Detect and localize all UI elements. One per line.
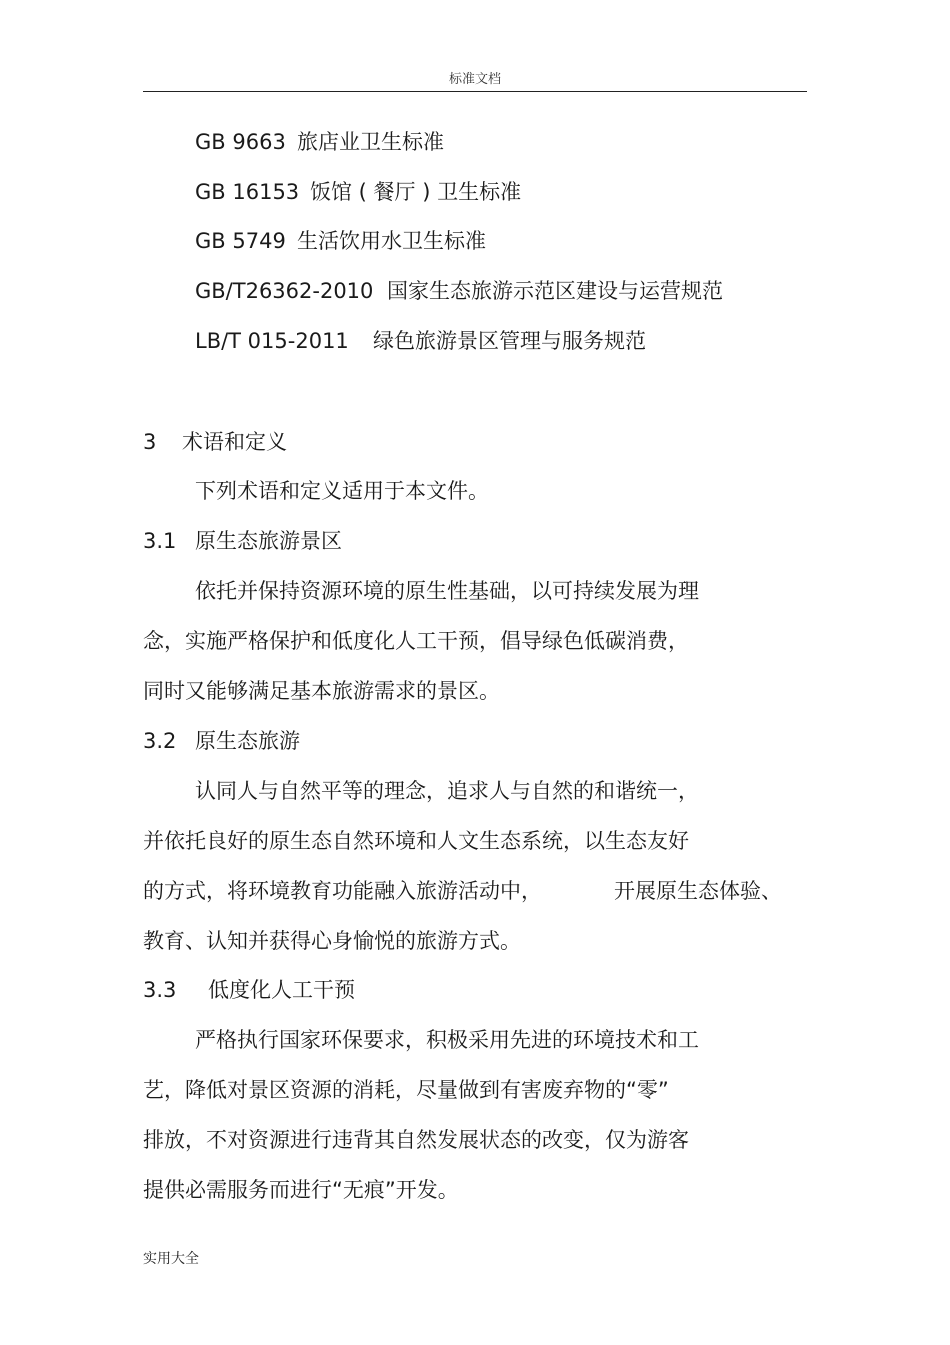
term-definition-line: 提供必需服务而进行“无痕”开发。 bbox=[143, 1178, 459, 1202]
term-definition-line: 并依托良好的原生态自然环境和人文生态系统，以生态友好 bbox=[143, 829, 689, 853]
term-title: 低度化人工干预 bbox=[208, 978, 355, 1002]
standard-code: LB/T 015-2011 bbox=[195, 329, 349, 353]
page-footer: 实用大全 bbox=[143, 1251, 199, 1267]
term-title: 原生态旅游 bbox=[195, 729, 300, 753]
term-number: 3.1 bbox=[143, 529, 177, 553]
standard-code: GB/T26362-2010 bbox=[195, 279, 374, 303]
standard-title: 绿色旅游景区管理与服务规范 bbox=[373, 329, 646, 353]
term-definition-line: 教育、认知并获得心身愉悦的旅游方式。 bbox=[143, 929, 521, 953]
term-number: 3.3 bbox=[143, 978, 177, 1002]
standard-code: GB 5749 bbox=[195, 229, 286, 253]
term-number: 3.2 bbox=[143, 729, 177, 753]
term-definition-line: 同时又能够满足基本旅游需求的景区。 bbox=[143, 679, 500, 703]
term-definition-line: 念，实施严格保护和低度化人工干预，倡导绿色低碳消费， bbox=[143, 629, 689, 653]
section-title: 术语和定义 bbox=[182, 430, 287, 454]
standard-code: GB 9663 bbox=[195, 130, 286, 154]
term-definition-line: 严格执行国家环保要求，积极采用先进的环境技术和工 bbox=[195, 1028, 699, 1052]
term-definition-line: 的方式，将环境教育功能融入旅游活动中， bbox=[143, 879, 542, 903]
standard-title: 饭馆 ( 餐厅 ) 卫生标准 bbox=[310, 180, 522, 204]
standard-title: 生活饮用水卫生标准 bbox=[297, 229, 486, 253]
term-definition-line: 依托并保持资源环境的原生性基础，以可持续发展为理 bbox=[195, 579, 699, 603]
header-divider bbox=[143, 91, 807, 92]
page-header: 标准文档 bbox=[448, 72, 501, 87]
term-definition-line: 艺，降低对景区资源的消耗，尽量做到有害废弃物的“零” bbox=[143, 1078, 669, 1102]
standard-title: 旅店业卫生标准 bbox=[297, 130, 444, 154]
term-definition-line: 认同人与自然平等的理念，追求人与自然的和谐统一， bbox=[195, 779, 699, 803]
section-number: 3 bbox=[143, 430, 157, 454]
section-intro: 下列术语和定义适用于本文件。 bbox=[195, 479, 489, 503]
term-definition-line: 排放，不对资源进行违背其自然发展状态的改变，仅为游客 bbox=[143, 1128, 689, 1152]
term-title: 原生态旅游景区 bbox=[195, 529, 342, 553]
standard-title: 国家生态旅游示范区建设与运营规范 bbox=[387, 279, 723, 303]
standard-code: GB 16153 bbox=[195, 180, 300, 204]
term-definition-line: 开展原生态体验、 bbox=[614, 879, 782, 903]
